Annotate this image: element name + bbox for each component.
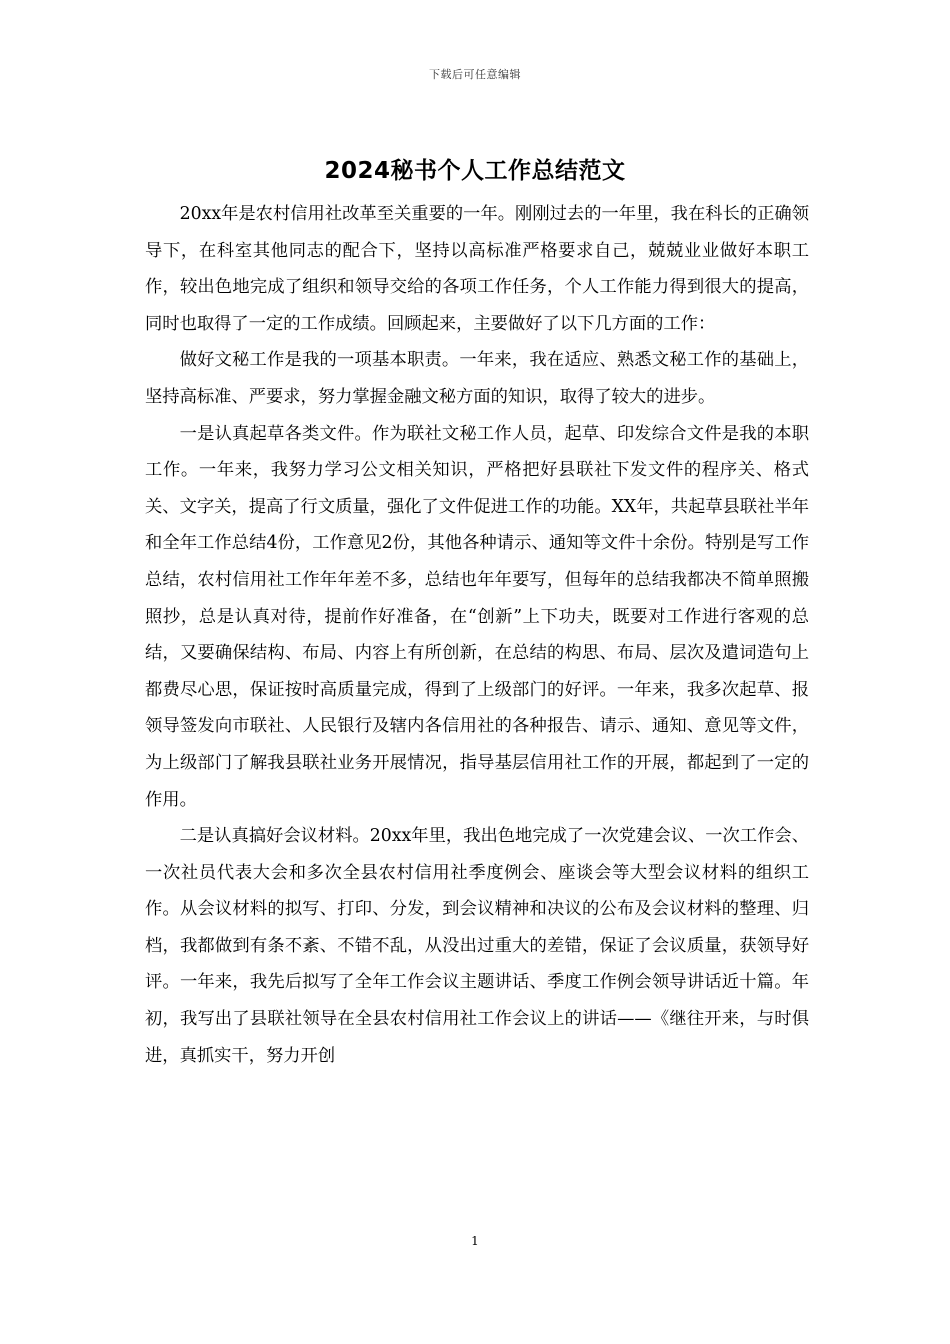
- document-title: 2024秘书个人工作总结范文: [324, 158, 626, 184]
- paragraph-drafting-documents: 一是认真起草各类文件。作为联社文秘工作人员，起草、印发综合文件是我的本职工作。一年来，我努力学习公文相关知识，严格把好县联社下发文件的程序关、格式关、文字关，提高了行文质量，强化了文件促进工作的功能。XX年，共起草县联社半年和全年工作总结4份，工作意见2份，其他各种请示、通知等文件十余份。特别是写工作总结，农村信用社工作年年差不多，总结也年年要写，但每年的总结我都决不简单照搬照抄，总是认真对待，提前作好准备，在“创新”上下功夫，既要对工作进行客观的总结，又要确保结构、布局、内容上有所创新，在总结的构思、布局、层次及遣词造句上都费尽心思，保证按时高质量完成，得到了上级部门的好评。一年来，我多次起草、报领导签发向市联社、人民银行及辖内各信用社的各种报告、请示、通知、意见等文件，为上级部门了解我县联社业务开展情况，指导基层信用社工作的开展，都起到了一定的作用。: [145, 423, 810, 810]
- page-number: 1: [471, 1234, 479, 1248]
- paragraph-secretarial-duty: 做好文秘工作是我的一项基本职责。一年来，我在适应、熟悉文秘工作的基础上，坚持高标准、严要求，努力掌握金融文秘方面的知识，取得了较大的进步。: [145, 350, 809, 407]
- paragraph-meeting-materials: 二是认真搞好会议材料。20xx年里，我出色地完成了一次党建会议、一次工作会、一次社员代表大会和多次全县农村信用社季度例会、座谈会等大型会议材料的组织工作。从会议材料的拟写、打印、分发，到会议精神和决议的公布及会议材料的整理、归档，我都做到有条不紊、不错不乱，从没出过重大的差错，保证了会议质量，获领导好评。一年来，我先后拟写了全年工作会议主题讲话、季度工作例会领导讲话近十篇。年初，我写出了县联社领导在全县农村信用社工作会议上的讲话——《继往开来，与时俱进，真抓实干，努力开创: [145, 826, 809, 1066]
- paragraph-intro: 20xx年是农村信用社改革至关重要的一年。刚刚过去的一年里，我在科长的正确领导下，在科室其他同志的配合下，坚持以高标准严格要求自己，兢兢业业做好本职工作，较出色地完成了组织和领导交给的各项工作任务，个人工作能力得到很大的提高，同时也取得了一定的工作成绩。回顾起来，主要做好了以下几方面的工作：: [145, 204, 809, 334]
- header-note: 下载后可任意编辑: [429, 68, 521, 81]
- document-body: [145, 196, 809, 1074]
